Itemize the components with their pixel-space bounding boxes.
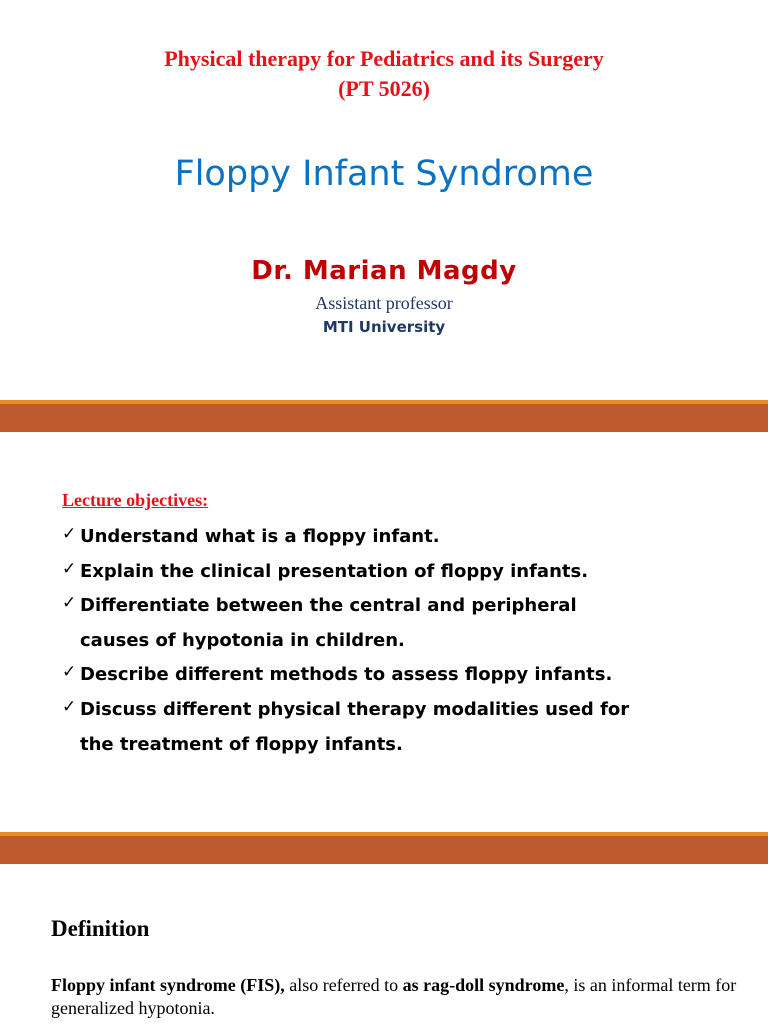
checkmark-icon: ✓ [62, 524, 77, 544]
checkmark-icon: ✓ [62, 558, 77, 579]
definition-connector: also referred to [284, 975, 403, 995]
objective-text-continued: causes of hypotonia in children. [80, 629, 405, 651]
lecturer-role: Assistant professor [315, 293, 453, 313]
course-title [0, 44, 768, 104]
slide-divider [0, 400, 768, 432]
course-code: (PT 5026) [338, 76, 430, 101]
objectives-list [62, 520, 702, 762]
divider-bar [0, 836, 768, 864]
lecture-title: Floppy Infant Syndrome [174, 154, 594, 194]
definition-slide [0, 864, 768, 1024]
checkmark-icon: ✓ [62, 696, 77, 717]
definition-text [51, 974, 741, 1020]
objective-item [62, 693, 702, 762]
checkmark-icon: ✓ [62, 662, 77, 683]
objective-item [62, 555, 702, 590]
slide-divider [0, 832, 768, 864]
objective-text-continued: the treatment of floppy infants. [80, 733, 403, 755]
objective-text: Understand what is a floppy infant. [80, 526, 440, 547]
checkmark-icon: ✓ [62, 593, 77, 614]
definition-term: Floppy infant syndrome (FIS), [51, 975, 285, 995]
title-slide [0, 0, 768, 400]
definition-tail: , is an informal term for generalized hypotonia. [51, 975, 737, 1018]
objectives-slide [0, 432, 768, 832]
objective-text: Differentiate between the central and peripheral [80, 595, 577, 617]
objective-item [62, 589, 702, 658]
objective-item [62, 520, 702, 555]
lecturer-name: Dr. Marian Magdy [251, 256, 517, 286]
objectives-heading: Lecture objectives: [62, 490, 209, 510]
objective-item [62, 658, 702, 693]
objective-text: Discuss different physical therapy modalities used for [80, 698, 630, 720]
definition-heading: Definition [51, 916, 150, 941]
objective-text: Describe different methods to assess floppy infants. [80, 664, 613, 686]
definition-alt-term: as rag-doll syndrome [402, 975, 565, 995]
course-title-line-1: Physical therapy for Pediatrics and its Surgery [164, 46, 604, 71]
divider-bar [0, 404, 768, 432]
lecturer-university: MTI University [322, 318, 446, 336]
objective-text: Explain the clinical presentation of floppy infants. [80, 560, 589, 582]
